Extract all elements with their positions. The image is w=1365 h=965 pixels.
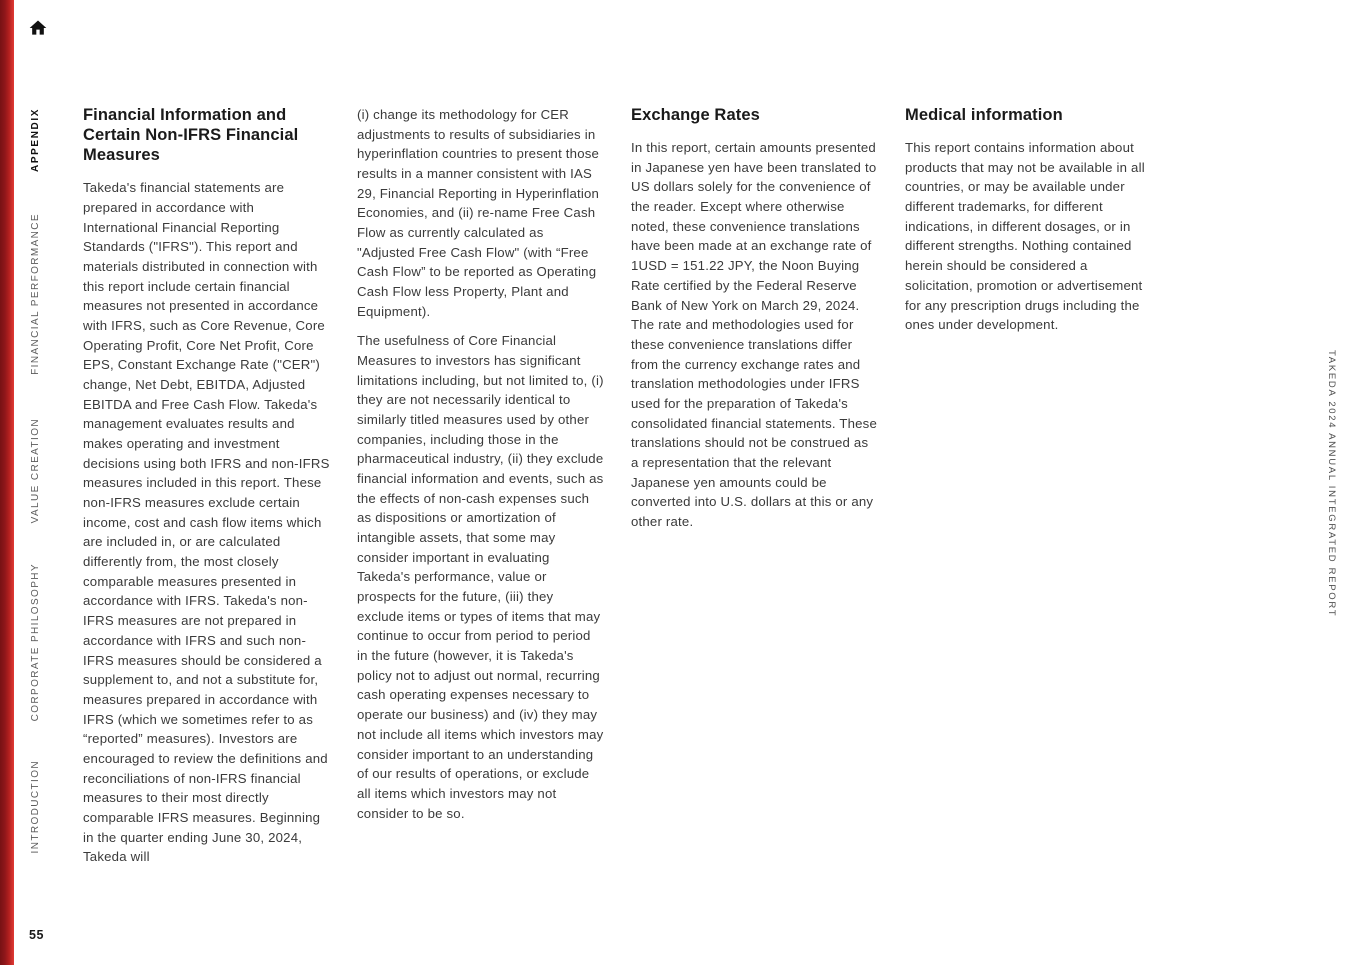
paragraph: (i) change its methodology for CER adjustments to results of subsidiaries in hyperinflation countries to present those results in a manner consistent with IAS 29, Financial Reporting in Hyperinflation Economies, and (ii) re-name Free Cash Flow as currently calculated as "Adjusted Free Cash Flow" (with “Free Cash Flow” to be reported as Operating Cash Flow less Property, Plant and Equipment). [357,107,600,319]
column-medical-information [905,105,1152,345]
home-icon [28,25,48,42]
paragraph: Takeda's financial statements are prepared in accordance with International Financial Reporting Standards ("IFRS"). This report and materials distributed in connection with this report include certain financial measures not presented in accordance with IFRS, such as Core Revenue, Core Operating Profit, Core Net Profit, Core EPS, Constant Exchange Rate ("CER") change, Net Debt, EBITDA, Adjusted EBITDA and Free Cash Flow. Takeda's management evaluates results and makes operating and investment decisions using both IFRS and non-IFRS measures included in this report. These non-IFRS measures exclude certain income, cost and cash flow items which are included in, or are calculated differently from, the most closely comparable measures presented in accordance with IFRS. Takeda's non-IFRS measures are not prepared in accordance with IFRS and such non-IFRS measures should be considered a supplement to, and not a substitute for, measures prepared in accordance with IFRS (which we sometimes refer to as “reported” measures). Investors are encouraged to review the definitions and reconciliations of non-IFRS financial measures to their most directly comparable IFRS measures. Beginning in the quarter ending June 30, 2024, Takeda will [83,180,330,865]
page-number: 55 [29,928,44,942]
paragraph: The usefulness of Core Financial Measures to investors has significant limitations including, but not limited to, (i) they are not necessarily identical to similarly titled measures used by other companies, including those in the pharmaceutical industry, (ii) they exclude financial information and events, such as the effects of non-cash expenses such as dispositions or amortization of intangible assets, that some may consider important in evaluating Takeda's performance, value or prospects for the future, (iii) they exclude items or types of items that may continue to occur from period to period in the future (however, it is Takeda's policy not to adjust out normal, recurring cash operating expenses necessary to operate our business) and (iv) they may not include all items which investors may consider important to an understanding of our results of operations, or exclude all items which investors may not consider to be so. [357,333,604,821]
column-exchange-rates [631,105,878,542]
sidebar-item-corporate-philosophy[interactable]: CORPORATE PHILOSOPHY [30,563,41,722]
sidebar-item-financial-performance[interactable]: FINANCIAL PERFORMANCE [30,213,41,375]
home-button[interactable] [28,18,48,38]
sidebar-item-value-creation[interactable]: VALUE CREATION [30,418,41,524]
section-heading-financial-information: Financial Information and Certain Non-IFRS Financial Measures [83,106,299,165]
appendix-content [83,105,1152,877]
column-financial-information-continued [357,105,604,833]
report-title-vertical: TAKEDA 2024 ANNUAL INTEGRATED REPORT [1326,350,1337,618]
sidebar-item-appendix[interactable]: APPENDIX [30,108,41,172]
section-heading-exchange-rates: Exchange Rates [631,106,760,124]
column-financial-information [83,105,330,877]
accent-stripe [0,0,14,965]
paragraph: This report contains information about products that may not be available in all countries, or may be available under different trademarks, for different indications, in different dosages, or in different strengths. Nothing contained herein should be considered a solicitation, promotion or advertisement for any prescription drugs including the ones under development. [905,140,1145,333]
section-heading-medical-information: Medical information [905,106,1063,124]
sidebar-item-introduction[interactable]: INTRODUCTION [30,760,41,854]
paragraph: In this report, certain amounts presented in Japanese yen have been translated to US dollars solely for the convenience of the reader. Except where otherwise noted, these convenience translations have been made at an exchange rate of 1USD = 151.22 JPY, the Noon Buying Rate certified by the Federal Reserve Bank of New York on March 29, 2024. The rate and methodologies used for these convenience translations differ from the currency exchange rates and translation methodologies under IFRS used for the preparation of Takeda's consolidated financial statements. These translations should not be construed as a representation that the relevant Japanese yen amounts could be converted into U.S. dollars at this or any other rate. [631,140,878,529]
